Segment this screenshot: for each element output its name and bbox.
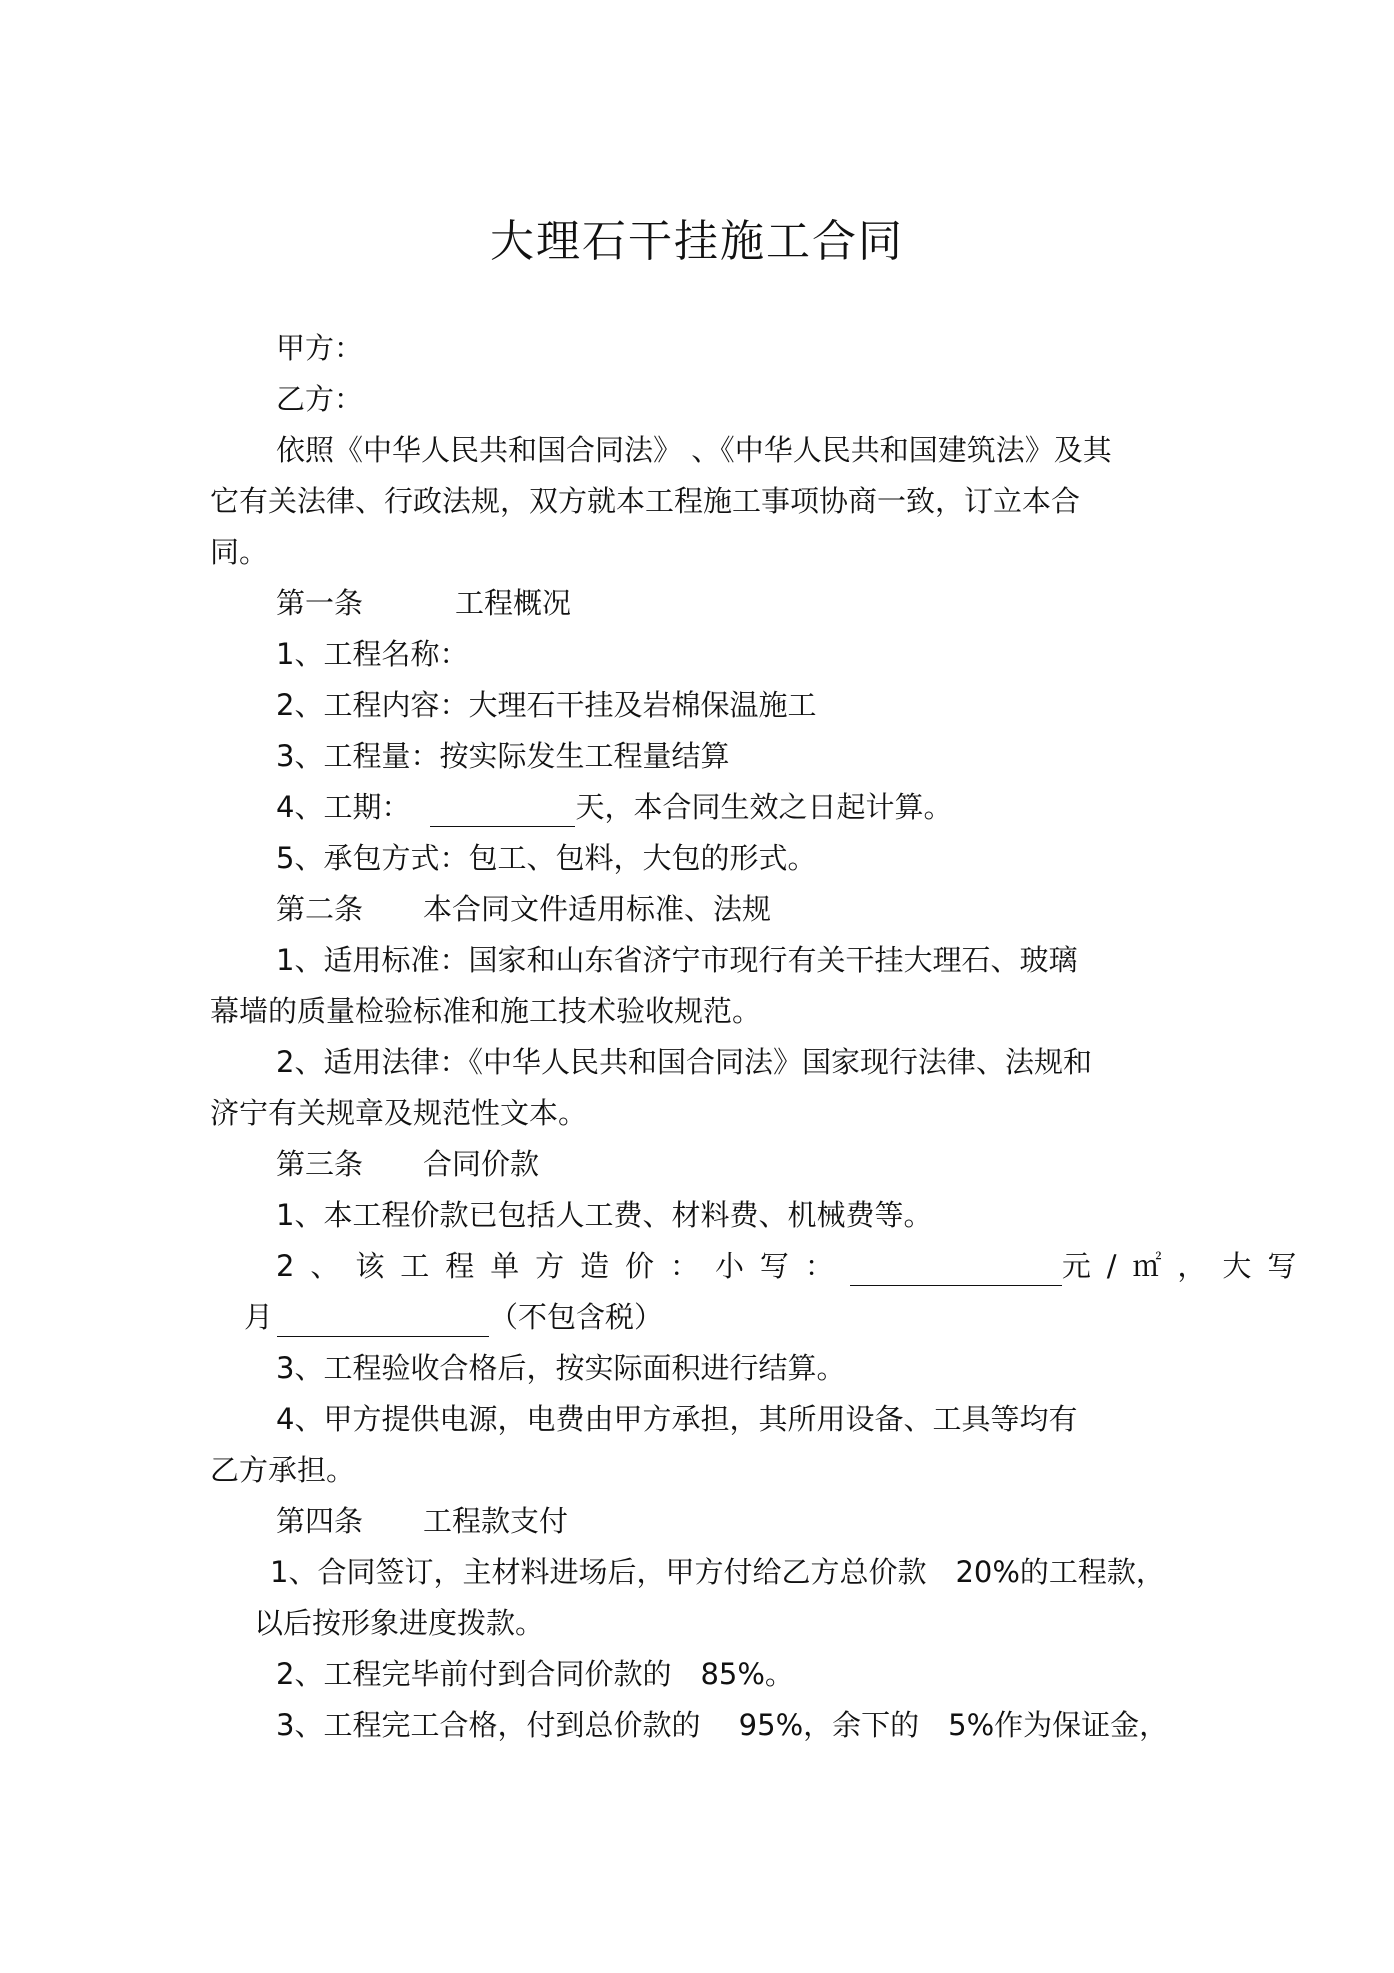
duration-blank (430, 796, 575, 827)
item-text: 2、该工程单方造价：小写： (276, 1249, 850, 1283)
article-number: 第二条 (276, 892, 364, 926)
article-title: 工程款支付 (423, 1504, 569, 1538)
article-4-item-3: 3、工程完工合格，付到总价款的 95%，余下的 5%作为保证金， (276, 1708, 1169, 1742)
article-number: 第四条 (276, 1504, 364, 1538)
item-text: 天，本合同生效之日起计算。 (575, 790, 953, 824)
article-1-heading (276, 583, 571, 623)
article-2-item-2-line-2: 济宁有关规章及规范性文本。 (210, 1096, 588, 1130)
article-3-heading (276, 1144, 539, 1184)
article-2-heading (276, 889, 771, 929)
article-2-item-2-line-1: 2、适用法律：《中华人民共和国合同法》国家现行法律、法规和 (276, 1045, 1092, 1079)
article-4-item-2: 2、工程完毕前付到合同价款的 85%。 (276, 1657, 794, 1691)
article-1-item-4 (276, 787, 952, 827)
party-a-line: 甲方： (276, 331, 364, 365)
item-text: 4、工期： (276, 790, 411, 824)
item-text: 月 (244, 1300, 274, 1334)
article-3-item-2-line-1 (276, 1246, 1312, 1286)
article-3-item-4-line-1: 4、甲方提供电源，电费由甲方承担，其所用设备、工具等均有 (276, 1402, 1078, 1436)
article-4-item-1-line-1: 1、合同签订，主材料进场后，甲方付给乙方总价款 20%的工程款， (270, 1555, 1165, 1589)
article-1-item-1: 1、工程名称： (276, 637, 469, 671)
intro-line-2: 它有关法律、行政法规，双方就本工程施工事项协商一致，订立本合 (210, 484, 1081, 518)
article-1-item-3: 3、工程量：按实际发生工程量结算 (276, 739, 730, 773)
article-3-item-1: 1、本工程价款已包括人工费、材料费、机械费等。 (276, 1198, 933, 1232)
article-title: 本合同文件适用标准、法规 (423, 892, 772, 926)
article-title: 工程概况 (455, 586, 572, 620)
item-text: （不包含税） (489, 1300, 664, 1334)
article-number: 第三条 (276, 1147, 364, 1181)
article-3-item-4-line-2: 乙方承担。 (210, 1453, 356, 1487)
article-title: 合同价款 (423, 1147, 540, 1181)
article-2-item-1-line-2: 幕墙的质量检验标准和施工技术验收规范。 (210, 994, 762, 1028)
article-4-item-1-line-2: 以后按形象进度拨款。 (254, 1606, 545, 1640)
party-b-line: 乙方： (276, 382, 364, 416)
article-2-item-1-line-1: 1、适用标准：国家和山东省济宁市现行有关干挂大理石、玻璃 (276, 943, 1078, 977)
unit-price-blank (850, 1255, 1062, 1286)
article-1-item-5: 5、承包方式：包工、包料，大包的形式。 (276, 841, 817, 875)
article-1-item-2: 2、工程内容：大理石干挂及岩棉保温施工 (276, 688, 817, 722)
article-number: 第一条 (276, 586, 364, 620)
article-3-item-2-line-2 (244, 1297, 663, 1337)
article-3-item-3: 3、工程验收合格后，按实际面积进行结算。 (276, 1351, 846, 1385)
article-4-heading (276, 1501, 568, 1541)
intro-line-3: 同。 (210, 535, 269, 569)
intro-line-1: 依照《中华人民共和国合同法》 、《中华人民共和国建筑法》及其 (276, 433, 1112, 467)
item-text: 元/㎡，大写 (1061, 1249, 1313, 1283)
document-title: 大理石干挂施工合同 (490, 216, 904, 267)
amount-words-blank (277, 1306, 489, 1337)
